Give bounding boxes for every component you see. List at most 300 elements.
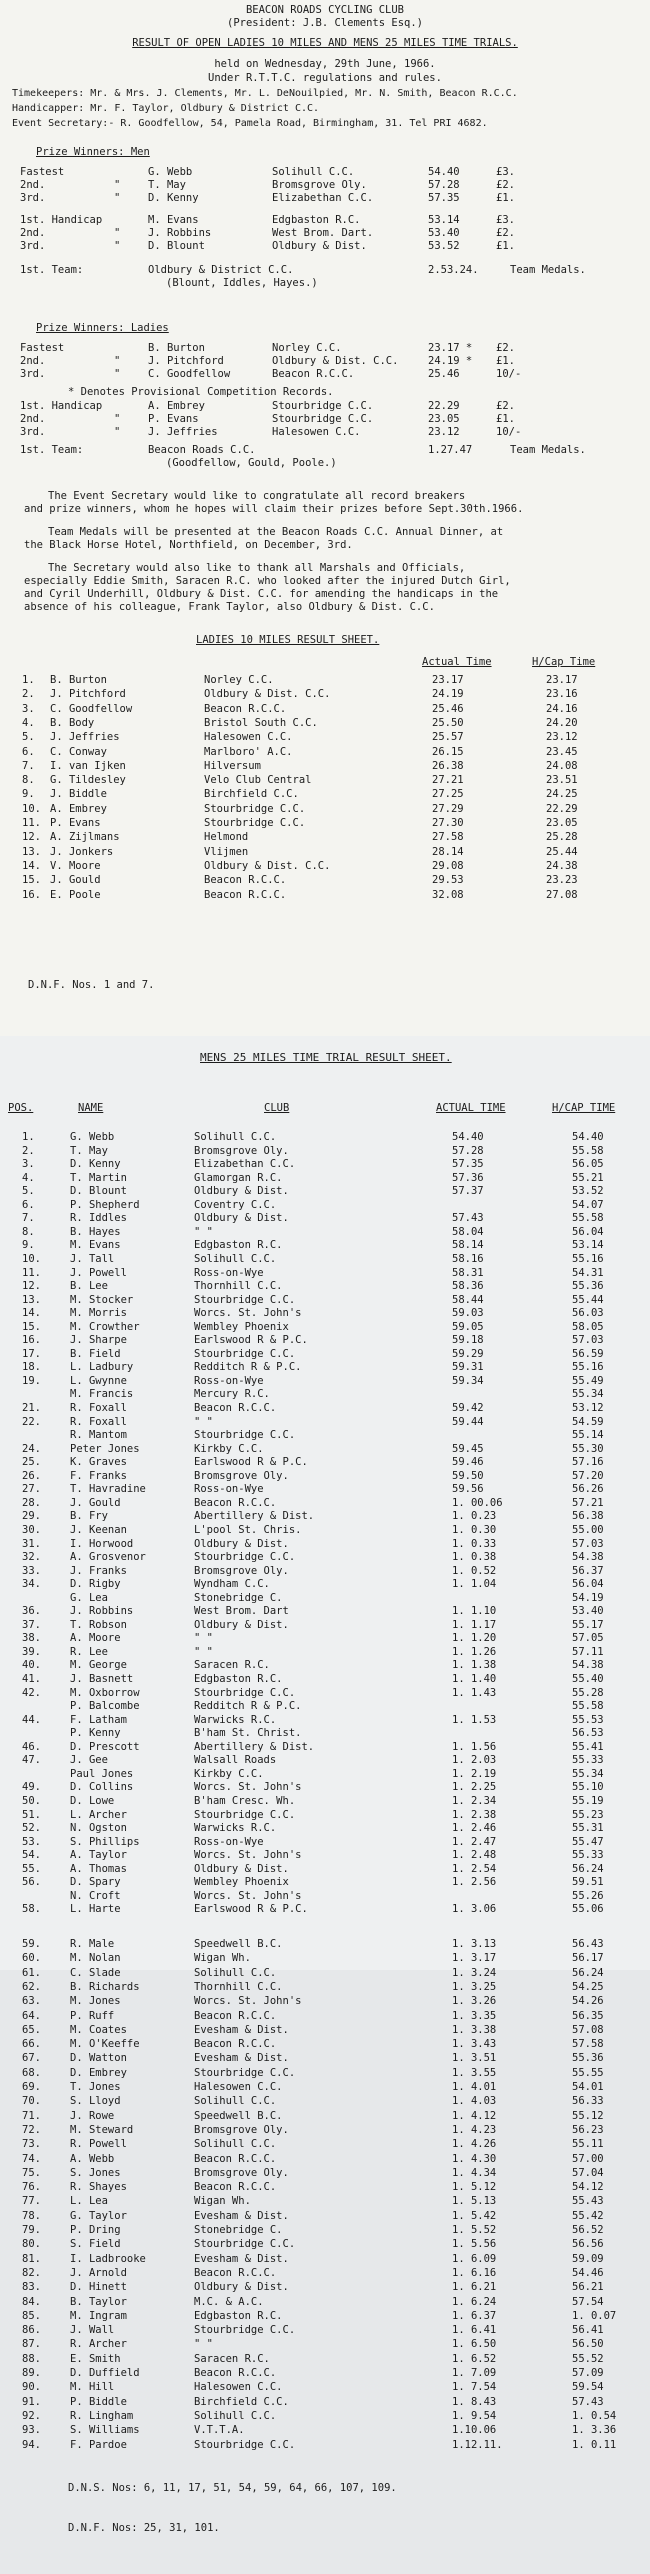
rider-name: V. Moore (50, 859, 101, 872)
actual-time: 59.50 (452, 1469, 484, 1482)
handicap-time: 56.43 (572, 1938, 604, 1950)
result-position: 21. (22, 1402, 41, 1414)
rider-name: Paul Jones (70, 1767, 134, 1780)
table-row (0, 2353, 650, 2367)
rider-club: Edgbaston R.C. (194, 1239, 283, 1252)
table-row (0, 1131, 650, 1145)
result-position: 6. (22, 1198, 35, 1211)
handicap-time: 22.29 (546, 802, 578, 815)
team-time: 2.53.24. (428, 264, 479, 276)
handicap-time: 54.12 (572, 2181, 604, 2194)
table-row (0, 717, 650, 731)
rider-name: A. Zijlmans (50, 831, 120, 844)
rider-name: L. Lea (70, 2195, 108, 2208)
handicap-time: 55.21 (572, 1171, 604, 1184)
rider-club: Stourbridge C.C. (194, 1808, 296, 1821)
prize-place: 3rd. (20, 192, 46, 204)
rider-name: D. Duffield (70, 2367, 140, 2379)
team-prize: Team Medals. (510, 264, 586, 276)
prize-row (0, 400, 650, 414)
handicap-time: 59.09 (572, 2252, 604, 2265)
result-position: 11. (22, 1266, 41, 1279)
table-row (0, 1876, 650, 1890)
rider-name: I. Ladbrooke (70, 2252, 146, 2265)
rider-name: R. Iddles (70, 1212, 127, 1225)
handicap-time: 23.05 (546, 817, 578, 829)
rider-club: Ross-on-Wye (194, 1266, 264, 1279)
table-row (0, 1822, 650, 1836)
table-row (0, 760, 650, 774)
rider-club: Ross-on-Wye (194, 1374, 264, 1387)
paragraph-team-medals-line-2: the Black Horse Hotel, Northfield, on December, 3rd. (24, 539, 353, 551)
prize-winners-men-heading: Prize Winners: Men (36, 146, 150, 158)
actual-time: 1. 4.26 (452, 2138, 497, 2151)
rider-club: Beacon R.C.C. (204, 702, 287, 715)
table-row (0, 2010, 650, 2024)
prize-row (0, 192, 650, 206)
rider-name: D. Watton (70, 2052, 127, 2065)
result-position: 72. (22, 2123, 41, 2136)
mens-col-pos: POS. (8, 1102, 34, 1114)
handicap-time: 23.12 (546, 731, 578, 744)
prize-name: J. Pitchford (148, 355, 224, 367)
table-row (0, 1361, 650, 1375)
table-row (0, 1836, 650, 1850)
table-row (0, 1781, 650, 1795)
actual-time: 1. 0.52 (452, 1564, 497, 1577)
table-row (0, 2095, 650, 2109)
rider-name: M. Nolan (70, 1952, 121, 1965)
table-row (0, 1334, 650, 1348)
actual-time: 26.38 (432, 759, 464, 772)
handicap-time: 57.08 (572, 2023, 604, 2036)
mens-col-hcap-time: H/CAP TIME (552, 1102, 616, 1114)
result-position: 81. (22, 2252, 41, 2265)
rider-club: Birchfield C.C. (194, 2395, 289, 2408)
table-row (0, 2138, 650, 2152)
prize-club: Halesowen C.C. (272, 426, 361, 438)
result-position: 16. (22, 1334, 41, 1347)
result-position: 3. (22, 1158, 35, 1171)
actual-time: 59.31 (452, 1361, 484, 1374)
result-position: 8. (22, 1225, 35, 1238)
prize-name: P. Evans (148, 413, 199, 425)
handicap-time: 23.16 (546, 688, 578, 701)
actual-time: 1. 2.46 (452, 1822, 497, 1835)
rider-club: Beacon R.C.C. (194, 2009, 277, 2022)
handicap-time: 27.08 (546, 888, 578, 901)
rider-club: Earlswood R & P.C. (194, 1334, 308, 1347)
rider-club: Norley C.C. (204, 674, 274, 686)
rider-club: Wigan Wh. (194, 2195, 251, 2208)
table-row (0, 1741, 650, 1755)
rider-name: J. Sharpe (70, 1334, 127, 1347)
prize-row (0, 214, 650, 228)
rider-name: J. Robbins (70, 1605, 134, 1618)
actual-time: 1. 7.54 (452, 2381, 497, 2394)
rider-name: R. Lingham (70, 2409, 134, 2422)
rider-club: Mercury R.C. (194, 1388, 270, 1401)
table-row (0, 2124, 650, 2138)
prize-row (0, 368, 650, 382)
rider-club: Stonebridge C. (194, 2224, 283, 2236)
handicap-time: 57.11 (572, 1645, 604, 1658)
table-row (0, 1687, 650, 1701)
actual-time: 26.15 (432, 745, 464, 758)
rider-club: Bristol South C.C. (204, 716, 318, 729)
table-row (0, 1253, 650, 1267)
handicap-time: 55.47 (572, 1835, 604, 1848)
result-position: 28. (22, 1496, 41, 1509)
handicap-time: 54.01 (572, 2081, 604, 2093)
handicap-time: 54.19 (572, 1591, 604, 1604)
rider-club: Oldbury & Dist. C.C. (204, 859, 331, 872)
actual-time: 1. 4.01 (452, 2081, 497, 2093)
table-row (0, 1754, 650, 1768)
prize-row (0, 166, 650, 180)
rider-club: Stourbridge C.C. (194, 1429, 296, 1442)
rider-name: B. Body (50, 716, 95, 729)
prize-winners-ladies-heading: Prize Winners: Ladies (36, 322, 169, 334)
rider-name: D. Lowe (70, 1794, 115, 1807)
prize-time: 22.29 (428, 400, 460, 412)
handicap-time: 57.05 (572, 1632, 604, 1645)
rider-club: Solihull C.C. (194, 1131, 277, 1143)
result-position: 18. (22, 1361, 41, 1374)
actual-time: 1. 1.20 (452, 1632, 497, 1645)
ladies-result-sheet-title: LADIES 10 MILES RESULT SHEET. (196, 634, 380, 646)
rider-name: N. Ogston (70, 1822, 127, 1835)
table-row (0, 674, 650, 688)
rider-name: P. Evans (50, 817, 101, 829)
rider-name: F. Latham (70, 1713, 127, 1726)
handicap-time: 55.30 (572, 1442, 604, 1455)
result-position: 73. (22, 2138, 41, 2151)
prize-place: 2nd. (20, 413, 46, 425)
rider-club: Velo Club Central (204, 774, 312, 787)
team-time: 1.27.47 (428, 444, 473, 456)
prize-name: B. Burton (148, 342, 205, 354)
prize-amount: £2. (496, 179, 515, 191)
rider-name: G. Webb (70, 1131, 115, 1143)
actual-time: 1. 0.38 (452, 1551, 497, 1564)
actual-time: 24.19 (432, 688, 464, 701)
prize-amount: 10/- (496, 426, 522, 438)
prize-amount: £1. (496, 413, 515, 425)
rider-name: J. Keenan (70, 1523, 127, 1536)
table-row (0, 2081, 650, 2095)
handicap-time: 54.26 (572, 1995, 604, 2008)
handicap-time: 55.49 (572, 1374, 604, 1387)
prize-place: 2nd. (20, 227, 46, 239)
handicap-time: 54.38 (572, 1551, 604, 1564)
rider-club: Solihull C.C. (194, 1252, 277, 1265)
result-position: 54. (22, 1849, 41, 1862)
actual-time: 57.36 (452, 1171, 484, 1184)
prize-amount: £1. (496, 240, 515, 252)
actual-time: 1. 3.24 (452, 1966, 497, 1979)
handicap-time: 23.45 (546, 745, 578, 758)
result-position: 12. (22, 1280, 41, 1293)
table-row (0, 803, 650, 817)
handicap-time: 56.35 (572, 2009, 604, 2022)
prize-time: 53.40 (428, 227, 460, 239)
rider-name: A. Moore (70, 1632, 121, 1645)
rider-club: Bromsgrove Oly. (194, 1564, 289, 1577)
actual-time: 28.14 (432, 845, 464, 858)
handicap-time: 1. 0.54 (572, 2409, 617, 2422)
event-rules: Under R.T.T.C. regulations and rules. (208, 72, 442, 84)
rider-club: Ross-on-Wye (194, 1483, 264, 1496)
table-row (0, 1267, 650, 1281)
table-row (0, 1673, 650, 1687)
result-position: 92. (22, 2409, 41, 2422)
actual-time: 1. 1.10 (452, 1605, 497, 1618)
handicap-time: 53.14 (572, 1239, 604, 1252)
rider-club: Worcs. St. John's (194, 1849, 302, 1862)
result-position: 93. (22, 2424, 41, 2437)
result-position: 51. (22, 1808, 41, 1821)
rider-club: Solihull C.C. (194, 2409, 277, 2422)
table-row (0, 1483, 650, 1497)
actual-time: 1. 3.35 (452, 2009, 497, 2022)
actual-time: 1. 9.54 (452, 2409, 497, 2422)
prize-time: 57.28 (428, 179, 460, 191)
table-row (0, 1443, 650, 1457)
table-row (0, 703, 650, 717)
rider-name: P. Biddle (70, 2395, 127, 2408)
handicap-time: 54.59 (572, 1415, 604, 1428)
table-row (0, 2367, 650, 2381)
handicap-time: 56.37 (572, 1564, 604, 1577)
actual-time: 27.21 (432, 774, 464, 787)
result-position: 27. (22, 1483, 41, 1496)
rider-name: L. Harte (70, 1903, 121, 1916)
handicap-time: 55.31 (572, 1822, 604, 1835)
rider-club: Abertillery & Dist. (194, 1740, 315, 1753)
handicap-time: 23.51 (546, 774, 578, 787)
handicap-time: 55.33 (572, 1754, 604, 1767)
rider-name: R. Archer (70, 2338, 127, 2351)
rider-club: Bromsgrove Oly. (194, 2123, 289, 2136)
table-row (0, 2281, 650, 2295)
actual-time: 1. 6.16 (452, 2266, 497, 2279)
result-position: 61. (22, 1966, 41, 1979)
rider-club: Oldbury & Dist. (194, 2281, 289, 2294)
table-row (0, 2424, 650, 2438)
rider-club: Thornhill C.C. (194, 1980, 283, 1993)
rider-club: Stourbridge C.C. (194, 1686, 296, 1699)
table-row (0, 846, 650, 860)
result-position: 19. (22, 1374, 41, 1387)
rider-club: Ross-on-Wye (194, 1835, 264, 1848)
handicap-time: 57.54 (572, 2295, 604, 2308)
result-position: 91. (22, 2395, 41, 2408)
actual-time: 1. 3.13 (452, 1938, 497, 1950)
result-position: 88. (22, 2352, 41, 2365)
prize-time: 57.35 (428, 192, 460, 204)
table-row (0, 1158, 650, 1172)
table-row (0, 1795, 650, 1809)
handicap-time: 59.54 (572, 2381, 604, 2394)
team-members-row (0, 277, 650, 291)
rider-club: Worcs. St. John's (194, 1889, 302, 1902)
table-row (0, 1849, 650, 1863)
table-row (0, 1967, 650, 1981)
rider-club: Bromsgrove Oly. (194, 1469, 289, 1482)
prize-name: J. Robbins (148, 227, 212, 239)
result-position: 86. (22, 2324, 41, 2337)
prize-time: 53.14 (428, 214, 460, 226)
rider-club: Evesham & Dist. (194, 2252, 289, 2265)
actual-time: 59.03 (452, 1307, 484, 1320)
rider-club: Oldbury & Dist. (194, 1185, 289, 1198)
handicap-time: 56.33 (572, 2095, 604, 2108)
rider-name: J. Wall (70, 2324, 115, 2337)
handicap-time: 56.59 (572, 1347, 604, 1360)
table-row (0, 1524, 650, 1538)
actual-time: 27.29 (432, 802, 464, 815)
prize-name: T. May (148, 179, 186, 191)
prize-row (0, 240, 650, 254)
table-row (0, 2410, 650, 2424)
rider-club: Redditch R & P.C. (194, 1700, 302, 1713)
actual-time: 1. 6.52 (452, 2352, 497, 2365)
prize-place: 3rd. (20, 240, 46, 252)
result-position: 14. (22, 1307, 41, 1320)
rider-club: Elizabethan C.C. (194, 1158, 296, 1171)
prize-row (0, 342, 650, 356)
table-row (0, 817, 650, 831)
rider-name: R. Foxall (70, 1402, 127, 1414)
handicap-time: 56.17 (572, 1952, 604, 1965)
rider-club: Beacon R.C.C. (194, 2152, 277, 2165)
handicap-time: 24.20 (546, 716, 578, 729)
result-position: 75. (22, 2166, 41, 2179)
result-position: 63. (22, 1995, 41, 2008)
prize-time: 23.05 (428, 413, 460, 425)
rider-name: J. Arnold (70, 2266, 127, 2279)
prize-name: G. Webb (148, 166, 193, 178)
result-position: 29. (22, 1510, 41, 1523)
result-position: 56. (22, 1876, 41, 1889)
actual-time: 59.29 (452, 1347, 484, 1360)
table-row (0, 2181, 650, 2195)
rider-club: Beacon R.C.C. (194, 1496, 277, 1509)
actual-time: 1. 1.40 (452, 1673, 497, 1685)
prize-ditto: " (114, 426, 121, 438)
prize-amount: £1. (496, 192, 515, 204)
rider-name: D. Blount (70, 1185, 127, 1198)
actual-time: 1. 4.12 (452, 2109, 497, 2122)
rider-club: Worcs. St. John's (194, 1307, 302, 1320)
result-position: 13. (22, 1293, 41, 1306)
table-row (0, 1429, 650, 1443)
prize-place: Fastest (20, 166, 65, 178)
prize-club: Oldbury & Dist. (272, 240, 367, 252)
actual-time: 1. 6.24 (452, 2295, 497, 2308)
table-row (0, 2381, 650, 2395)
rider-club: Oldbury & Dist. C.C. (204, 688, 331, 701)
result-position: 67. (22, 2052, 41, 2065)
prize-ditto: " (114, 192, 121, 204)
table-row (0, 1646, 650, 1660)
rider-club: Halesowen C.C. (204, 731, 293, 744)
handicap-time: 56.56 (572, 2238, 604, 2251)
rider-club: Stourbridge C.C. (194, 2438, 296, 2451)
handicap-time: 55.41 (572, 1740, 604, 1753)
handicap-time: 57.09 (572, 2367, 604, 2379)
rider-name: P. Shepherd (70, 1198, 140, 1211)
result-position: 37. (22, 1618, 41, 1631)
handicap-time: 54.38 (572, 1659, 604, 1672)
prize-club: Bromsgrove Oly. (272, 179, 367, 191)
actual-time: 1. 3.26 (452, 1995, 497, 2008)
prize-place: 1st. Handicap (20, 214, 103, 226)
actual-time: 1. 1.04 (452, 1578, 497, 1591)
rider-club: Stourbridge C.C. (204, 802, 306, 815)
result-position: 4. (22, 1171, 35, 1184)
ladies-col-actual-time: Actual Time (422, 656, 492, 668)
rider-name: M. O'Keeffe (70, 2038, 140, 2051)
rider-club: Earlswood R & P.C. (194, 1456, 308, 1469)
table-row (0, 1456, 650, 1470)
handicap-time: 55.40 (572, 1673, 604, 1685)
handicap-time: 56.52 (572, 2224, 604, 2236)
handicap-time: 55.55 (572, 2066, 604, 2079)
result-position: 11. (22, 817, 41, 829)
prize-time: 23.17 * (428, 342, 473, 354)
actual-time: 57.35 (452, 1158, 484, 1171)
result-position: 39. (22, 1645, 41, 1658)
table-row (0, 2396, 650, 2410)
rider-name: K. Graves (70, 1456, 127, 1469)
rider-name: L. Archer (70, 1808, 127, 1821)
prize-amount: £3. (496, 214, 515, 226)
rider-name: M. Francis (70, 1388, 134, 1401)
rider-name: F. Franks (70, 1469, 127, 1482)
result-position: 84. (22, 2295, 41, 2308)
table-row (0, 831, 650, 845)
handicap-time: 55.58 (572, 1212, 604, 1225)
result-position: 1. (22, 1131, 35, 1143)
table-row (0, 1199, 650, 1213)
actual-time: 23.17 (432, 674, 464, 686)
table-row (0, 1890, 650, 1904)
actual-time: 25.50 (432, 716, 464, 729)
rider-name: L. Ladbury (70, 1361, 134, 1374)
result-position: 74. (22, 2152, 41, 2165)
handicap-time: 55.43 (572, 2195, 604, 2208)
actual-time: 29.08 (432, 859, 464, 872)
table-row (0, 1578, 650, 1592)
rider-name: D. Rigby (70, 1578, 121, 1591)
actual-time: 1. 5.12 (452, 2181, 497, 2194)
prize-time: 53.52 (428, 240, 460, 252)
prize-row (0, 227, 650, 241)
handicap-time: 59.51 (572, 1876, 604, 1889)
actual-time: 1. 6.21 (452, 2281, 497, 2294)
rider-name: M. Coates (70, 2023, 127, 2036)
table-row (0, 889, 650, 903)
handicap-time: 55.10 (572, 1781, 604, 1794)
rider-club: Wembley Phoenix (194, 1320, 289, 1333)
rider-name: R. Lee (70, 1645, 108, 1658)
prize-place: 1st. Handicap (20, 400, 103, 412)
event-date: held on Wednesday, 29th June, 1966. (214, 58, 436, 70)
result-position: 58. (22, 1903, 41, 1916)
actual-time: 1. 1.26 (452, 1645, 497, 1658)
